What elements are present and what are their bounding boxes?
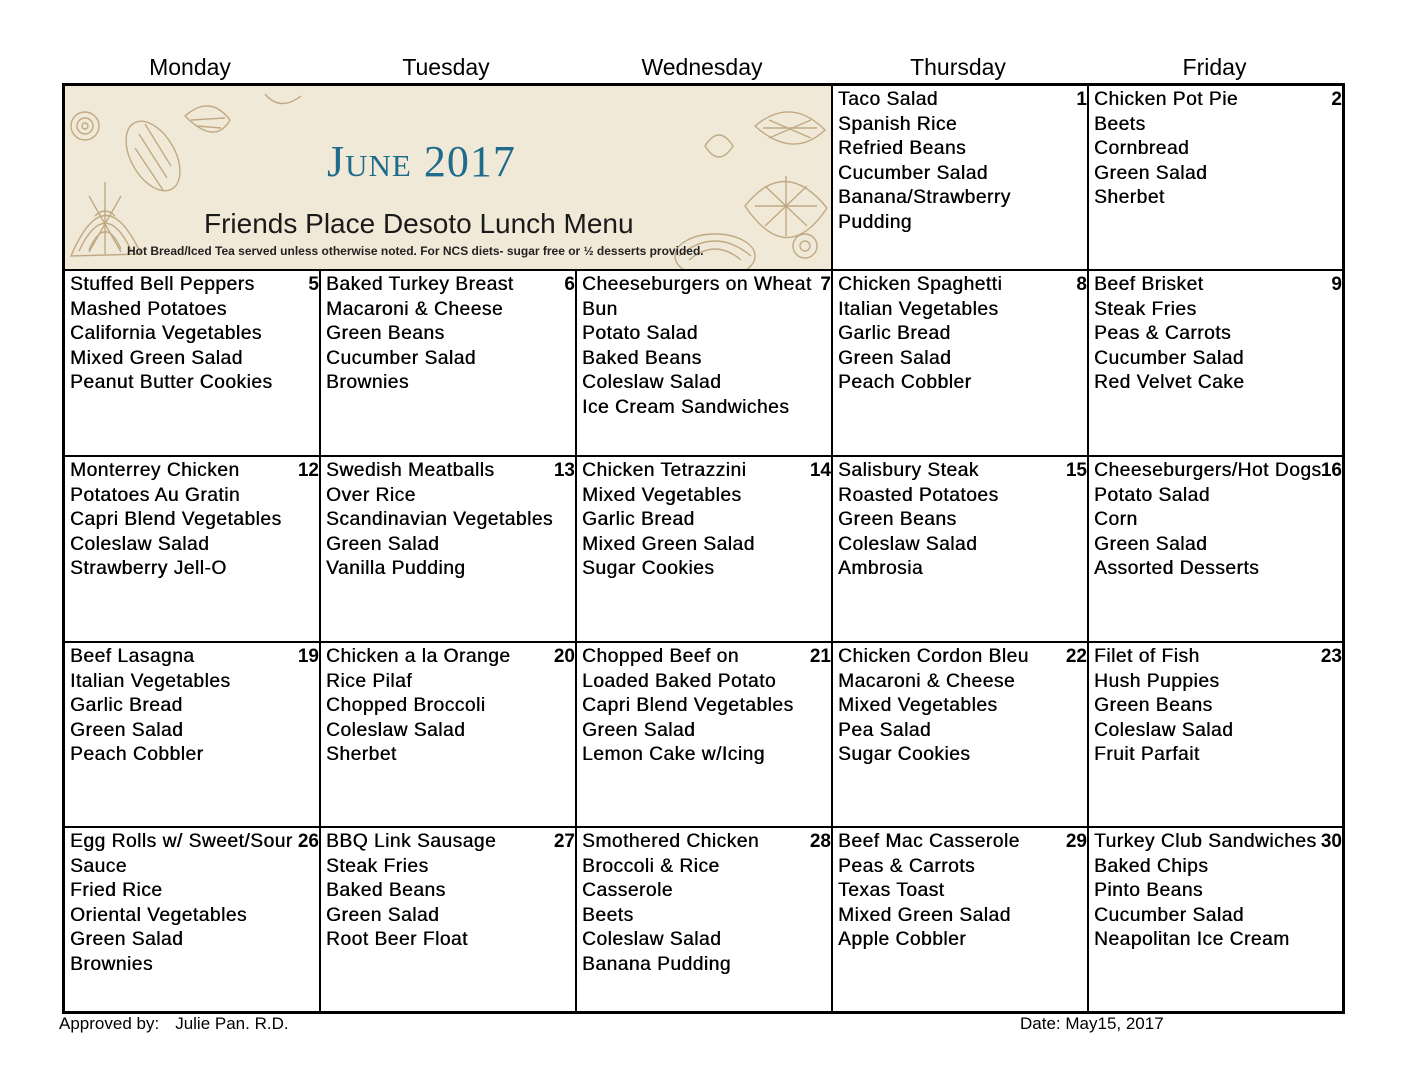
- day-number: 23: [1320, 646, 1342, 667]
- day-number: 16: [1320, 460, 1342, 481]
- day-header-wednesday: Wednesday: [641, 54, 763, 80]
- day-number: 13: [553, 460, 575, 481]
- day-cell-tuesday: [321, 271, 577, 457]
- menu-item: Chicken Tetrazzini: [582, 460, 747, 481]
- menu-item-list: [1094, 459, 1338, 582]
- menu-item: Mixed Green Salad: [70, 347, 243, 369]
- day-number: 14: [809, 460, 831, 481]
- menu-item: Steak Fries: [1094, 298, 1197, 320]
- menu-item: Coleslaw Salad: [838, 533, 978, 555]
- menu-item: Turkey Club Sandwiches: [1094, 831, 1317, 852]
- day-header-friday: Friday: [1182, 54, 1247, 80]
- menu-item-list: [838, 830, 1083, 953]
- menu-item: Strawberry Jell-O: [70, 558, 227, 580]
- menu-item: Green Beans: [838, 509, 957, 531]
- menu-item-list: [1094, 830, 1338, 953]
- day-cell-thursday: [833, 271, 1089, 457]
- menu-item: Green Salad: [1094, 533, 1208, 555]
- date-label: Date:: [1020, 1014, 1061, 1033]
- day-cell-tuesday: [321, 643, 577, 828]
- menu-item: Hush Puppies: [1094, 670, 1220, 692]
- day-cell-wednesday: [577, 457, 833, 643]
- day-cell-monday: [65, 828, 321, 1011]
- day-number: 29: [1065, 831, 1087, 852]
- menu-item: Neapolitan Ice Cream: [1094, 929, 1290, 951]
- menu-item: Vanilla Pudding: [326, 558, 466, 580]
- menu-item: Spanish Rice: [838, 113, 958, 135]
- menu-item: Fruit Parfait: [1094, 744, 1200, 766]
- menu-item: Italian Vegetables: [838, 298, 999, 320]
- day-cell-thursday: [833, 643, 1089, 828]
- day-number: 8: [1076, 274, 1087, 295]
- menu-item: Capri Blend Vegetables: [582, 695, 794, 717]
- menu-item-list: [582, 273, 827, 421]
- menu-item: Green Salad: [582, 719, 696, 741]
- menu-item: Loaded Baked Potato: [582, 670, 777, 692]
- menu-item: Potatoes Au Gratin: [70, 484, 241, 506]
- menu-item: BBQ Link Sausage: [326, 831, 497, 852]
- day-cell-friday: [1089, 643, 1342, 828]
- banner-subtitle: Friends Place Desoto Lunch Menu: [204, 208, 634, 239]
- menu-item: Ice Cream Sandwiches: [582, 396, 790, 418]
- menu-item: Salisbury Steak: [838, 460, 979, 481]
- menu-item: Pinto Beans: [1094, 880, 1203, 902]
- menu-item-list: [838, 459, 1083, 582]
- day-number: 22: [1065, 646, 1087, 667]
- day-number: 6: [564, 274, 575, 295]
- menu-item: Green Beans: [1094, 695, 1213, 717]
- menu-item: Stuffed Bell Peppers: [70, 274, 255, 295]
- menu-item: Mashed Potatoes: [70, 298, 227, 320]
- day-cell-monday: [65, 457, 321, 643]
- day-number: 20: [553, 646, 575, 667]
- menu-item: Apple Cobbler: [838, 929, 967, 951]
- approval-date: [1020, 1013, 1164, 1035]
- menu-item-list: [1094, 88, 1338, 211]
- menu-item-list: [326, 830, 571, 953]
- month-banner: [65, 86, 833, 271]
- day-number: 28: [809, 831, 831, 852]
- approved-label: Approved by:: [59, 1014, 160, 1033]
- day-number: 7: [820, 274, 831, 295]
- menu-item-list: [70, 273, 315, 396]
- menu-item: Chicken Cordon Bleu: [838, 646, 1029, 667]
- day-cell-monday: [65, 643, 321, 828]
- menu-item: Steak Fries: [326, 855, 429, 877]
- menu-calendar-grid: [62, 83, 1345, 1014]
- menu-item: Corn: [1094, 509, 1138, 531]
- menu-item: Beets: [582, 904, 634, 926]
- day-of-week-header-row: [62, 52, 1343, 82]
- menu-item: Green Salad: [326, 904, 440, 926]
- day-cell-wednesday: [577, 828, 833, 1011]
- day-header-thursday: Thursday: [910, 54, 1006, 80]
- menu-item-list: [70, 830, 315, 978]
- menu-item: Mixed Vegetables: [838, 695, 998, 717]
- menu-item: Refried Beans: [838, 138, 967, 160]
- day-number: 21: [809, 646, 831, 667]
- menu-item: Smothered Chicken: [582, 831, 760, 852]
- menu-item-list: [326, 459, 571, 582]
- approved-by: [59, 1013, 289, 1035]
- menu-item: Baked Chips: [1094, 855, 1209, 877]
- day-cell-monday: [65, 271, 321, 457]
- menu-item: Chopped Broccoli: [326, 695, 486, 717]
- menu-item: Coleslaw Salad: [582, 929, 722, 951]
- menu-item: Banana/Strawberry: [838, 187, 1011, 209]
- menu-item: Sherbet: [1094, 187, 1165, 209]
- menu-item-list: [1094, 273, 1338, 396]
- menu-item-list: [582, 645, 827, 768]
- menu-item: Macaroni & Cheese: [326, 298, 504, 320]
- menu-item: Fried Rice: [70, 880, 163, 902]
- menu-item: Peach Cobbler: [838, 372, 972, 394]
- day-cell-friday: [1089, 271, 1342, 457]
- menu-item: Taco Salad: [838, 89, 938, 110]
- day-number: 15: [1065, 460, 1087, 481]
- menu-item: Chicken a la Orange: [326, 646, 511, 667]
- day-cell-thursday: [833, 828, 1089, 1011]
- menu-item: Green Beans: [326, 323, 445, 345]
- menu-item: Cucumber Salad: [1094, 904, 1244, 926]
- menu-item: Texas Toast: [838, 880, 945, 902]
- menu-item: Garlic Bread: [838, 323, 951, 345]
- menu-item: Capri Blend Vegetables: [70, 509, 282, 531]
- day-cell-friday: [1089, 86, 1342, 271]
- day-header-tuesday: Tuesday: [402, 54, 490, 80]
- menu-item-list: [70, 459, 315, 582]
- menu-item: Ambrosia: [838, 558, 924, 580]
- day-number: 26: [297, 831, 319, 852]
- menu-item: Banana Pudding: [582, 953, 731, 975]
- menu-item: Mixed Green Salad: [582, 533, 755, 555]
- menu-item: Garlic Bread: [582, 509, 695, 531]
- menu-item: Cheeseburgers/Hot Dogs: [1094, 460, 1322, 481]
- day-number: 1: [1076, 89, 1087, 110]
- banner-title: June 2017: [327, 137, 516, 186]
- menu-item-list: [326, 645, 571, 768]
- menu-item: Green Salad: [326, 533, 440, 555]
- menu-item: Sherbet: [326, 744, 397, 766]
- menu-item: Sugar Cookies: [582, 558, 715, 580]
- menu-item: Rice Pilaf: [326, 670, 413, 692]
- menu-item: Green Salad: [70, 929, 184, 951]
- banner-note: Hot Bread/Iced Tea served unless otherwise noted. For NCS diets- sugar free or ½ desserts provided.: [127, 244, 704, 258]
- menu-item: Potato Salad: [1094, 484, 1210, 506]
- menu-item: Baked Turkey Breast: [326, 274, 514, 295]
- menu-item: Pudding: [838, 211, 912, 233]
- day-cell-wednesday: [577, 643, 833, 828]
- menu-item: Beets: [1094, 113, 1146, 135]
- menu-item: Green Salad: [70, 719, 184, 741]
- day-number: 9: [1331, 274, 1342, 295]
- menu-item: Filet of Fish: [1094, 646, 1200, 667]
- menu-item: Root Beer Float: [326, 929, 468, 951]
- menu-item: Beef Brisket: [1094, 274, 1204, 295]
- menu-item: Peas & Carrots: [1094, 323, 1232, 345]
- menu-item-list: [582, 830, 827, 978]
- menu-item: California Vegetables: [70, 323, 262, 345]
- menu-item: Baked Beans: [326, 880, 446, 902]
- menu-item: Casserole: [582, 880, 673, 902]
- menu-item: Cucumber Salad: [1094, 347, 1244, 369]
- day-number: 30: [1320, 831, 1342, 852]
- day-cell-friday: [1089, 828, 1342, 1011]
- menu-item: Italian Vegetables: [70, 670, 231, 692]
- day-cell-thursday: [833, 86, 1089, 271]
- date-value: May15, 2017: [1065, 1014, 1164, 1033]
- menu-item: Over Rice: [326, 484, 416, 506]
- menu-item: Cheeseburgers on Wheat: [582, 274, 812, 295]
- menu-item: Garlic Bread: [70, 695, 183, 717]
- menu-item: Chicken Spaghetti: [838, 274, 1003, 295]
- menu-item: Cornbread: [1094, 138, 1190, 160]
- day-cell-tuesday: [321, 457, 577, 643]
- day-number: 19: [297, 646, 319, 667]
- day-cell-friday: [1089, 457, 1342, 643]
- menu-item: Peach Cobbler: [70, 744, 204, 766]
- day-number: 5: [308, 274, 319, 295]
- menu-item: Lemon Cake w/Icing: [582, 744, 765, 766]
- menu-item: Cucumber Salad: [838, 162, 988, 184]
- approved-name: Julie Pan. R.D.: [175, 1014, 289, 1033]
- menu-item: Coleslaw Salad: [582, 372, 722, 394]
- menu-item-list: [70, 645, 315, 768]
- menu-item: Peanut Butter Cookies: [70, 372, 273, 394]
- menu-item: Sauce: [70, 855, 127, 877]
- menu-item: Green Salad: [1094, 162, 1208, 184]
- menu-item: Baked Beans: [582, 347, 702, 369]
- menu-item: Coleslaw Salad: [326, 719, 466, 741]
- menu-item: Cucumber Salad: [326, 347, 476, 369]
- menu-item: Broccoli & Rice: [582, 855, 720, 877]
- day-number: 27: [553, 831, 575, 852]
- menu-item: Coleslaw Salad: [1094, 719, 1234, 741]
- menu-item: Brownies: [326, 372, 409, 394]
- menu-item: Oriental Vegetables: [70, 904, 247, 926]
- menu-item: Roasted Potatoes: [838, 484, 999, 506]
- menu-item: Green Salad: [838, 347, 952, 369]
- menu-item: Brownies: [70, 953, 153, 975]
- menu-item: Mixed Vegetables: [582, 484, 742, 506]
- menu-item: Red Velvet Cake: [1094, 372, 1245, 394]
- menu-item: Bun: [582, 298, 618, 320]
- menu-item: Monterrey Chicken: [70, 460, 240, 481]
- menu-item-list: [838, 273, 1083, 396]
- day-number: 2: [1331, 89, 1342, 110]
- menu-item: Chopped Beef on: [582, 646, 739, 667]
- menu-item: Egg Rolls w/ Sweet/Sour: [70, 831, 293, 852]
- menu-item-list: [582, 459, 827, 582]
- menu-item: Beef Lasagna: [70, 646, 195, 667]
- menu-item: Sugar Cookies: [838, 744, 971, 766]
- day-cell-tuesday: [321, 828, 577, 1011]
- day-cell-wednesday: [577, 271, 833, 457]
- day-number: 12: [297, 460, 319, 481]
- menu-item-list: [838, 88, 1083, 236]
- menu-item: Assorted Desserts: [1094, 558, 1260, 580]
- menu-item: Swedish Meatballs: [326, 460, 495, 481]
- menu-item: Peas & Carrots: [838, 855, 976, 877]
- menu-item: Pea Salad: [838, 719, 932, 741]
- menu-item: Potato Salad: [582, 323, 698, 345]
- menu-item: Coleslaw Salad: [70, 533, 210, 555]
- menu-item: Macaroni & Cheese: [838, 670, 1016, 692]
- day-header-monday: Monday: [149, 54, 231, 80]
- menu-item: Chicken Pot Pie: [1094, 89, 1239, 110]
- menu-item-list: [326, 273, 571, 396]
- menu-item: Scandinavian Vegetables: [326, 509, 553, 531]
- menu-item-list: [1094, 645, 1338, 768]
- menu-item-list: [838, 645, 1083, 768]
- menu-item: Beef Mac Casserole: [838, 831, 1020, 852]
- day-cell-thursday: [833, 457, 1089, 643]
- menu-item: Mixed Green Salad: [838, 904, 1011, 926]
